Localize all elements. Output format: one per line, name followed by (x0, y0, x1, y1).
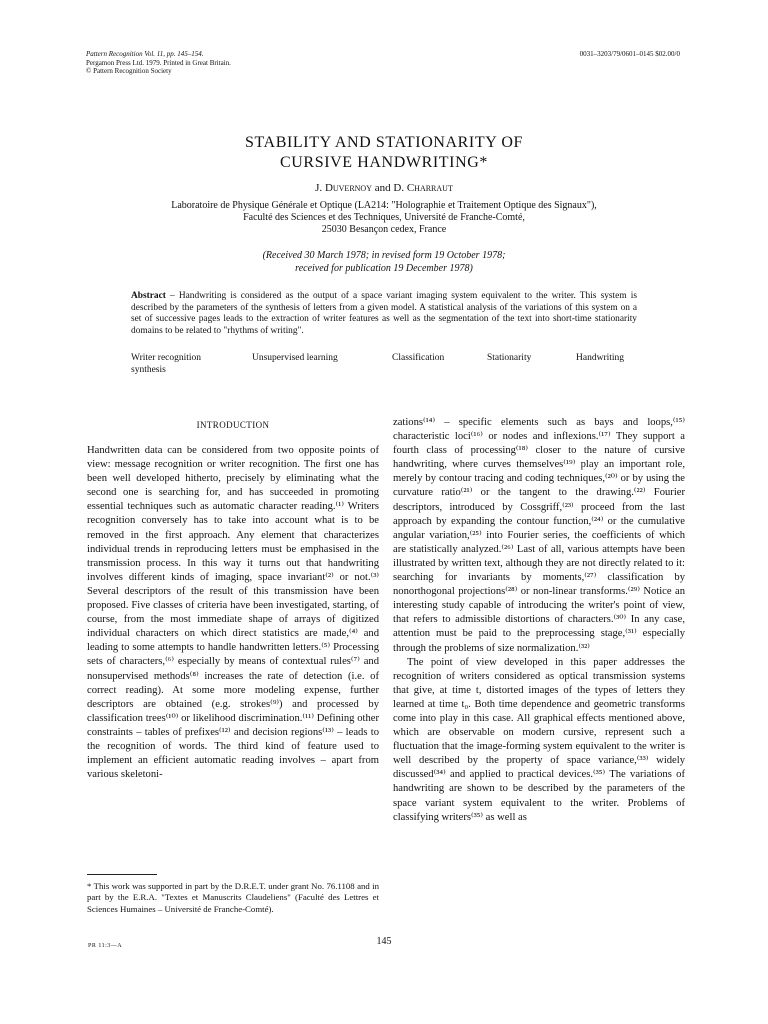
authors (0, 182, 768, 194)
received-line-1: (Received 30 March 1978; in revised form 19 October 1978; (262, 250, 506, 261)
keyword-unsupervised-learning: Unsupervised learning (252, 353, 338, 363)
keyword-writer-recognition (131, 352, 201, 376)
keyword-1-line-2: synthesis (131, 365, 166, 375)
keyword-handwriting: Handwriting (576, 353, 625, 363)
affiliation (0, 200, 768, 236)
keyword-classification: Classification (392, 353, 445, 363)
keyword-1-line-1: Writer recognition (131, 353, 202, 363)
journal-line: Pattern Recognition Vol. 11, pp. 145–154. (86, 50, 204, 58)
pr-code: PR 11:3—A (88, 943, 123, 949)
abstract-text: – Handwriting is considered as the output of a space variant imaging system equivalent to the writer. This system is described by the parameters of the synthesis of letters from a given model. A statistical analysis of the variations of this system on a set of successive pages leads to the extraction of writer features as well as the segmentation of the text into short-time stationarity domains to be related to "rhythms of writing". (131, 291, 637, 336)
received-dates (0, 250, 768, 275)
press-line: Pergamon Press Ltd. 1979. Printed in Great Britain. (86, 58, 231, 67)
abstract (131, 291, 637, 337)
page-number: 145 (376, 936, 392, 947)
intro-paragraph-2: The point of view developed in this paper addresses the recognition of writers considered as optical transmission systems that give, at time t, distorted images of the types of letters they learned at time t₀. Both time dependence and geometric transforms come into play in this case. All graphical effects mentioned above, which are observable on modern cursive, represent such a fluctuation that the image-forming system equivalent to the writer is well described by the property of space variance,⁽³³⁾ widely discussed⁽³⁴⁾ and applied to practical devices.⁽³⁵⁾ The variations of handwriting are shown to be described by the parameters of the space variant system equivalent to the writer. Problems of classifying writers⁽³⁵⁾ as well as (393, 656, 685, 823)
paper-title (0, 133, 768, 173)
footnote-divider (87, 874, 157, 875)
introduction-heading: INTRODUCTION (196, 420, 270, 430)
left-column (87, 444, 379, 782)
keyword-stationarity: Stationarity (487, 353, 532, 363)
footnote: * This work was supported in part by the D.R.E.T. under grant No. 76.1108 and in part by the E.R.A. "Textes et Manuscrits Claudeliens" (Faculté des Lettres et Sciences Humaines – Université de Franche-Comté). (87, 881, 379, 914)
journal-header (86, 50, 231, 76)
affiliation-line-2: Faculté des Sciences et des Techniques, Université de Franche-Comté, (243, 212, 525, 223)
affiliation-line-3: 25030 Besançon cedex, France (321, 224, 447, 235)
author-and: and D. (372, 182, 407, 194)
title-line-1: STABILITY AND STATIONARITY OF (244, 134, 524, 151)
author-1-name: Duvernoy (324, 182, 372, 194)
author-2-name: Charraut (406, 182, 453, 194)
intro-paragraph-1: Handwritten data can be considered from two opposite points of view: message recognition or writer recognition. The first one has been well developed hitherto, precisely by eliminating what the second one is searching for, and has succeeded in promoting essential techniques such as automatic character reading.⁽¹⁾ Writers recognition conversely has to take into account what is to be removed in the first approach. Any element that characterizes individual trends in reproducing letters must be emphasised in the transmission process. In this way it turns out that handwriting involves different kinds of imaging, space invariant⁽²⁾ or not.⁽³⁾ Several descriptors of the result of this transmission have been proposed. Five classes of criteria have been investigated, starting, of course, from the most immediate shape of arrays of digitized individual characters on which direct statistics are made,⁽⁴⁾ and leading to some attempts to handle handwritten letters.⁽⁵⁾ Processing sets of characters,⁽⁶⁾ especially by means of contextual rules⁽⁷⁾ and nonsupervised methods⁽⁸⁾ increases the rate of detection (i.e. of correct reading). At some more modeling expense, further descriptors are obtained (e.g. strokes⁽⁹⁾) and processed by classification trees⁽¹⁰⁾ or likelihood discrimination.⁽¹¹⁾ Defining other constraints – tables of prefixes⁽¹²⁾ and decision regions⁽¹³⁾ – leads to the recognition of words. The third kind of feature used to implement an efficient automatic reading involves – apart from various skeletoni- (87, 445, 379, 781)
author-1-initial: J. (315, 182, 325, 194)
affiliation-line-1: Laboratoire de Physique Générale et Optique (LA214: "Holographie et Traitement Optique des Signaux"), (171, 200, 597, 211)
society-line: © Pattern Recognition Society (86, 67, 172, 75)
title-line-2: CURSIVE HANDWRITING* (280, 154, 488, 171)
received-line-2: received for publication 19 December 1978) (295, 262, 473, 274)
abstract-label: Abstract (131, 291, 166, 301)
intro-paragraph-1-cont: zations⁽¹⁴⁾ – specific elements such as bays and loops,⁽¹⁵⁾ characteristic loci⁽¹⁶⁾ or nodes and inflexions.⁽¹⁷⁾ They support a fourth class of processing⁽¹⁸⁾ closer to the nature of cursive handwriting, where curves themselves⁽¹⁹⁾ play an important role, merely by contour tracing and coding techniques,⁽²⁰⁾ or by using the curvature ratio⁽²¹⁾ or the tangent to the drawing.⁽²²⁾ Fourier descriptors, introduced by Cossgriff,⁽²³⁾ proceed from the last approach by expanding the contour function,⁽²⁴⁾ or the cumulative angular variation,⁽²⁵⁾ into Fourier series, the coefficients of which are statistically analyzed.⁽²⁶⁾ Last of all, various attempts have been illustrated by written text, although they are not directly related to it: searching for invariants by moments,⁽²⁷⁾ classification by nonorthogonal projections⁽²⁸⁾ or non-linear transforms.⁽²⁹⁾ Notice an interesting study capable of introducing the writer's point of view, that refers to admissible distortions of characters.⁽³⁰⁾ In any case, attention must be paid to the preprocessing stage,⁽³¹⁾ especially through the problems of size normalization.⁽³²⁾ (393, 417, 685, 654)
issn-code: 0031–3203/79/0601–0145 $02.00/0 (579, 50, 680, 58)
right-column (393, 416, 685, 825)
